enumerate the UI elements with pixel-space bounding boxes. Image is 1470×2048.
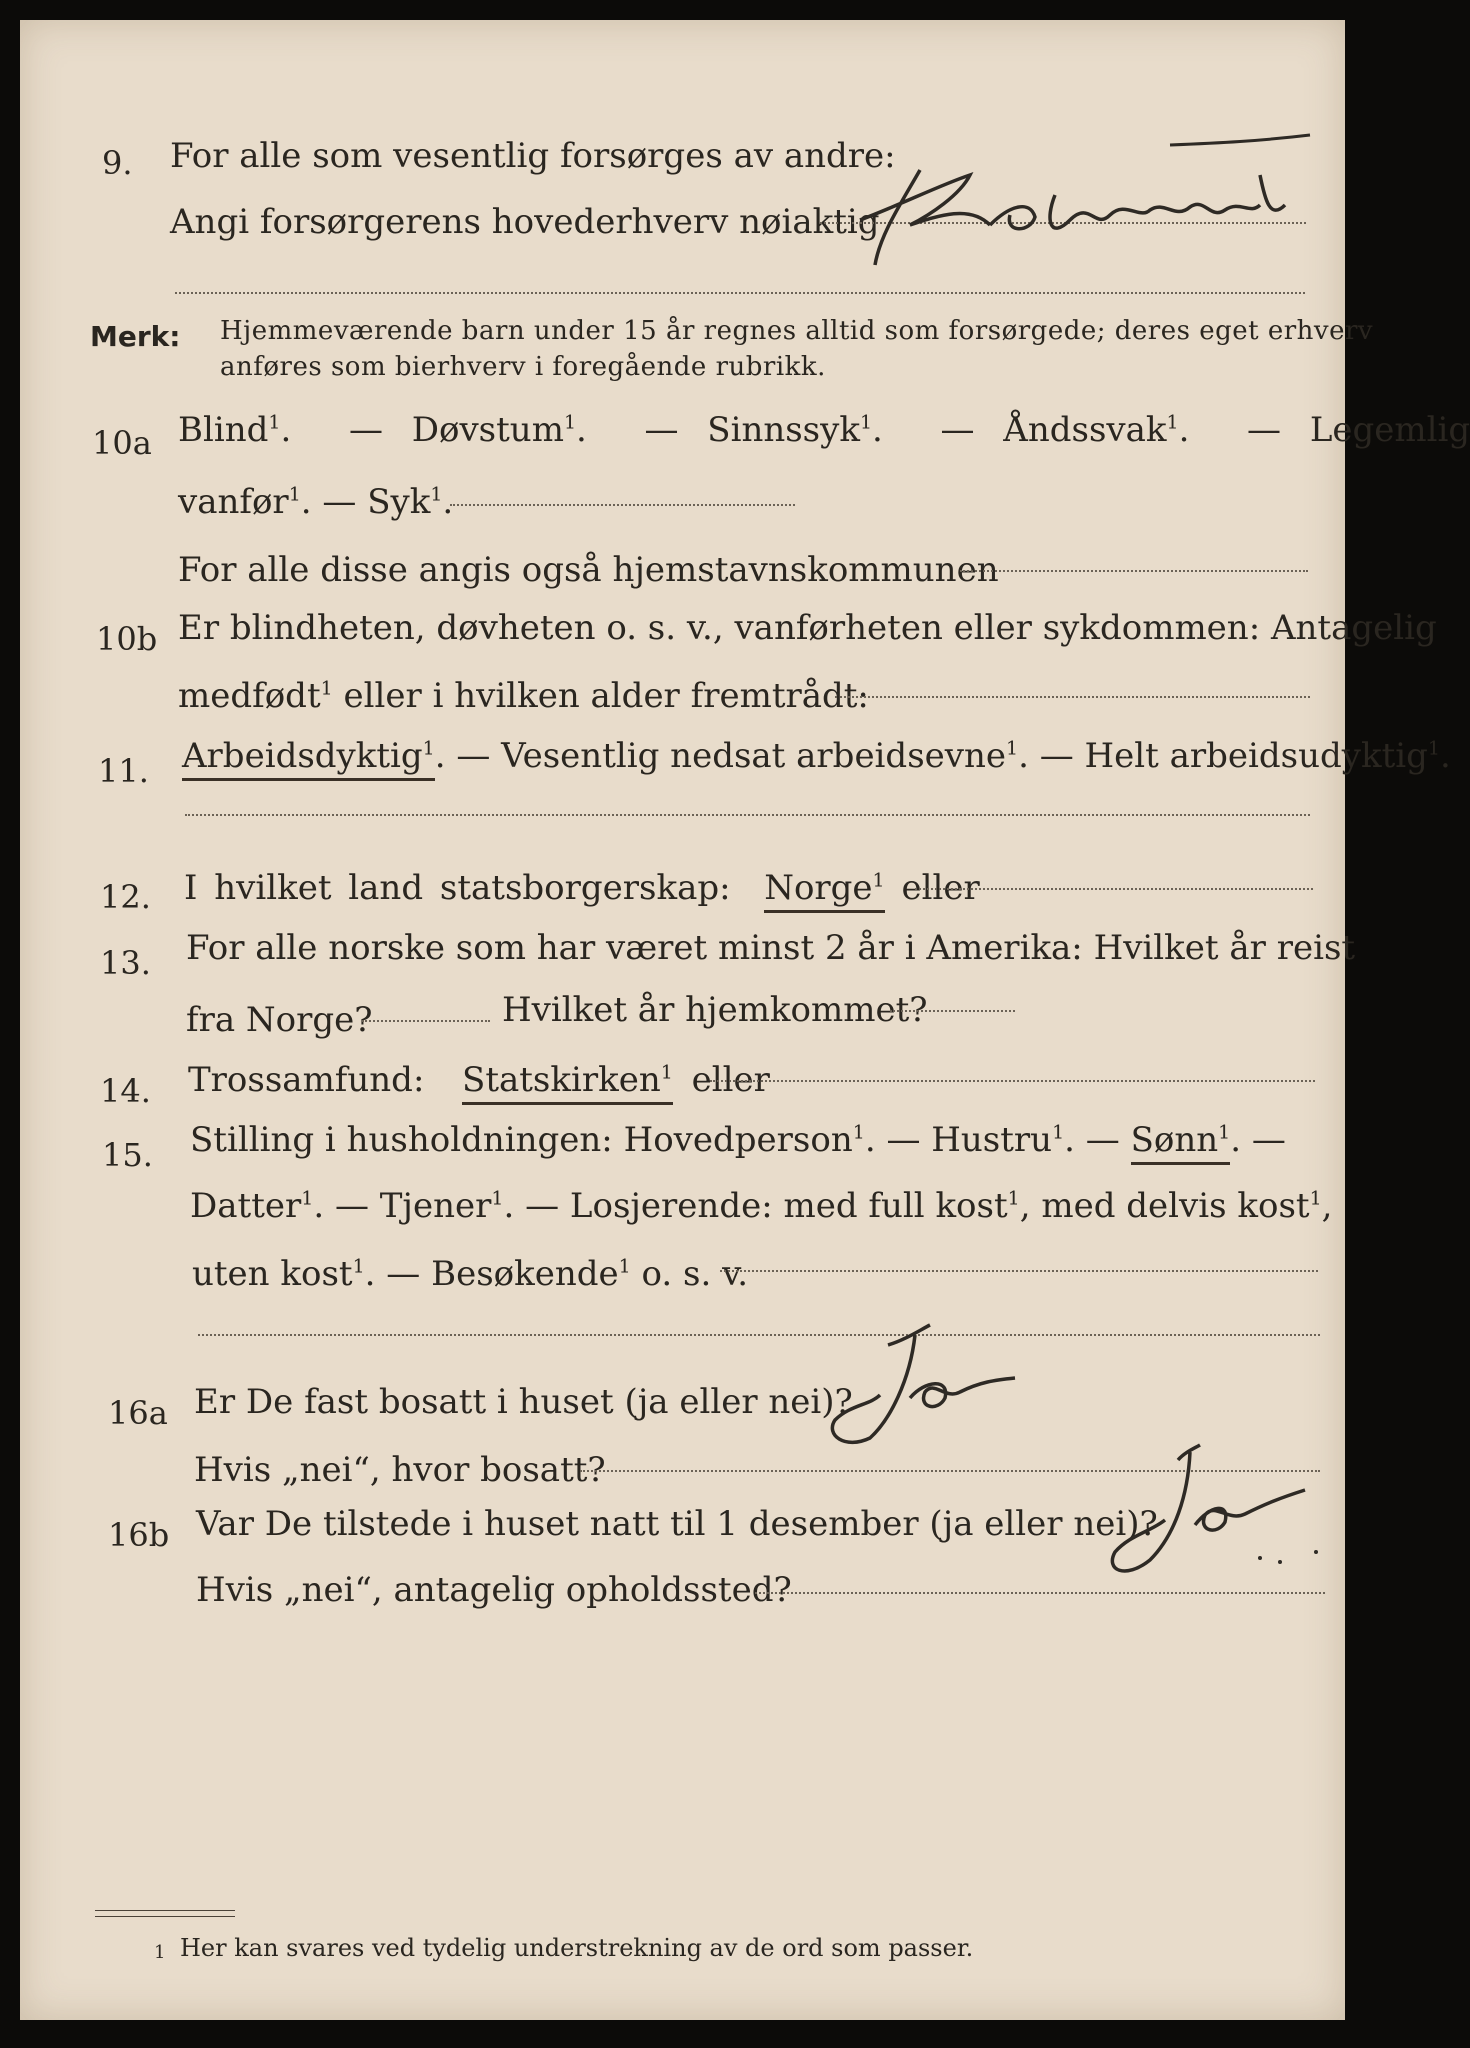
census-form-page <box>20 20 1470 2020</box>
q16a-line1: Er De fast bosatt i huset (ja eller nei)? <box>194 1382 853 1422</box>
q14-selected-statskirken: Statskirken$^1$ <box>462 1060 673 1105</box>
q16b-line2: Hvis „nei“, antagelig opholdssted? <box>196 1570 792 1610</box>
q16b-answer-line <box>755 1592 1325 1594</box>
q10a-number: 10a <box>92 424 152 462</box>
q11-line: Arbeidsdyktig$^1$. — Vesentlig nedsat arbeidsevne$^1$. — Helt arbeidsudyktig$^1$. <box>182 736 1451 776</box>
q13-year-left-line <box>362 1020 490 1022</box>
q13-year-returned-line <box>890 1010 1015 1012</box>
footnote-mark: 1 <box>154 1942 166 1963</box>
q15-answer-line <box>720 1270 1318 1272</box>
svg-text:Kjøbmand: Kjøbmand <box>880 235 886 236</box>
footnote-rule-2 <box>95 1916 235 1917</box>
footnote-text: Her kan svares ved tydelig understrekning av de ord som passer. <box>180 1934 974 1962</box>
q9-line1: For alle som vesentlig forsørges av andre: <box>170 136 896 176</box>
q13-line2a: fra Norge? <box>186 1000 373 1040</box>
q15-blank-line <box>198 1334 1320 1336</box>
q9-handwritten-answer <box>840 145 1340 285</box>
q12-selected-norge: Norge$^1$ <box>764 868 884 913</box>
q15-line2: Datter$^1$. — Tjener$^1$. — Losjerende: med full kost$^1$, med delvis kost$^1$, <box>190 1186 1333 1226</box>
q16a-line2: Hvis „nei“, hvor bosatt? <box>194 1450 606 1490</box>
q10a-line1: Blind$^1$. — Døvstum$^1$. — Sinnssyk$^1$. — Åndssvak$^1$. — Legemlig <box>178 410 1470 450</box>
q13-line2b: Hvilket år hjemkommet? <box>502 990 928 1030</box>
q10b-answer-line <box>835 696 1310 698</box>
merk-line2: anføres som bierhverv i foregående rubrikk. <box>220 352 826 382</box>
q11-selected-arbeidsdyktig: Arbeidsdyktig$^1$ <box>182 736 435 781</box>
q11-blank-line <box>185 814 1310 816</box>
q12-line: I hvilket land statsborgerskap: Norge$^1$ eller <box>184 868 980 908</box>
q15-selected-sonn: Sønn$^1$ <box>1131 1120 1231 1165</box>
q16b-handwritten-answer <box>1080 1440 1340 1590</box>
q11-number: 11. <box>98 752 149 790</box>
q12-number: 12. <box>100 878 151 916</box>
q16a-number: 16a <box>108 1394 168 1432</box>
q9-number: 9. <box>102 144 133 182</box>
q10b-line2: medfødt$^1$ eller i hvilken alder fremtrådt: <box>178 676 869 716</box>
q10a-answer-line <box>450 504 795 506</box>
q13-line1: For alle norske som har været minst 2 år i Amerika: Hvilket år reist <box>186 928 1356 968</box>
q16b-line1: Var De tilstede i huset natt til 1 desember (ja eller nei)? <box>196 1504 1158 1544</box>
q15-line1: Stilling i husholdningen: Hovedperson$^1$. — Hustru$^1$. — Sønn$^1$. — <box>190 1120 1286 1160</box>
q14-number: 14. <box>100 1072 151 1110</box>
q15-line3: uten kost$^1$. — Besøkende$^1$ o. s. v. <box>192 1254 749 1294</box>
footnote-rule <box>95 1910 235 1911</box>
q10b-number: 10b <box>96 620 158 658</box>
q12-answer-line <box>915 888 1313 890</box>
q16b-number: 16b <box>108 1516 170 1554</box>
merk-label: Merk: <box>90 320 181 353</box>
q9-line2: Angi forsørgerens hovederhverv nøiaktig <box>170 202 880 242</box>
q10b-line1: Er blindheten, døvheten o. s. v., vanførheten eller sykdommen: Antagelig <box>178 608 1437 648</box>
q16a-handwritten-answer <box>810 1320 1060 1470</box>
q9-blank-line <box>175 292 1305 294</box>
q10a-line2: vanfør$^1$. — Syk$^1$. <box>178 482 454 522</box>
q14-answer-line <box>710 1080 1315 1082</box>
q13-number: 13. <box>100 944 151 982</box>
q15-number: 15. <box>102 1136 153 1174</box>
q10a-hjemstavn-line <box>960 570 1308 572</box>
q10a-line3: For alle disse angis også hjemstavnskommunen <box>178 550 999 590</box>
merk-line1: Hjemmeværende barn under 15 år regnes alltid som forsørgede; deres eget erhverv <box>220 316 1374 346</box>
q14-line: Trossamfund: Statskirken$^1$ eller <box>188 1060 770 1100</box>
